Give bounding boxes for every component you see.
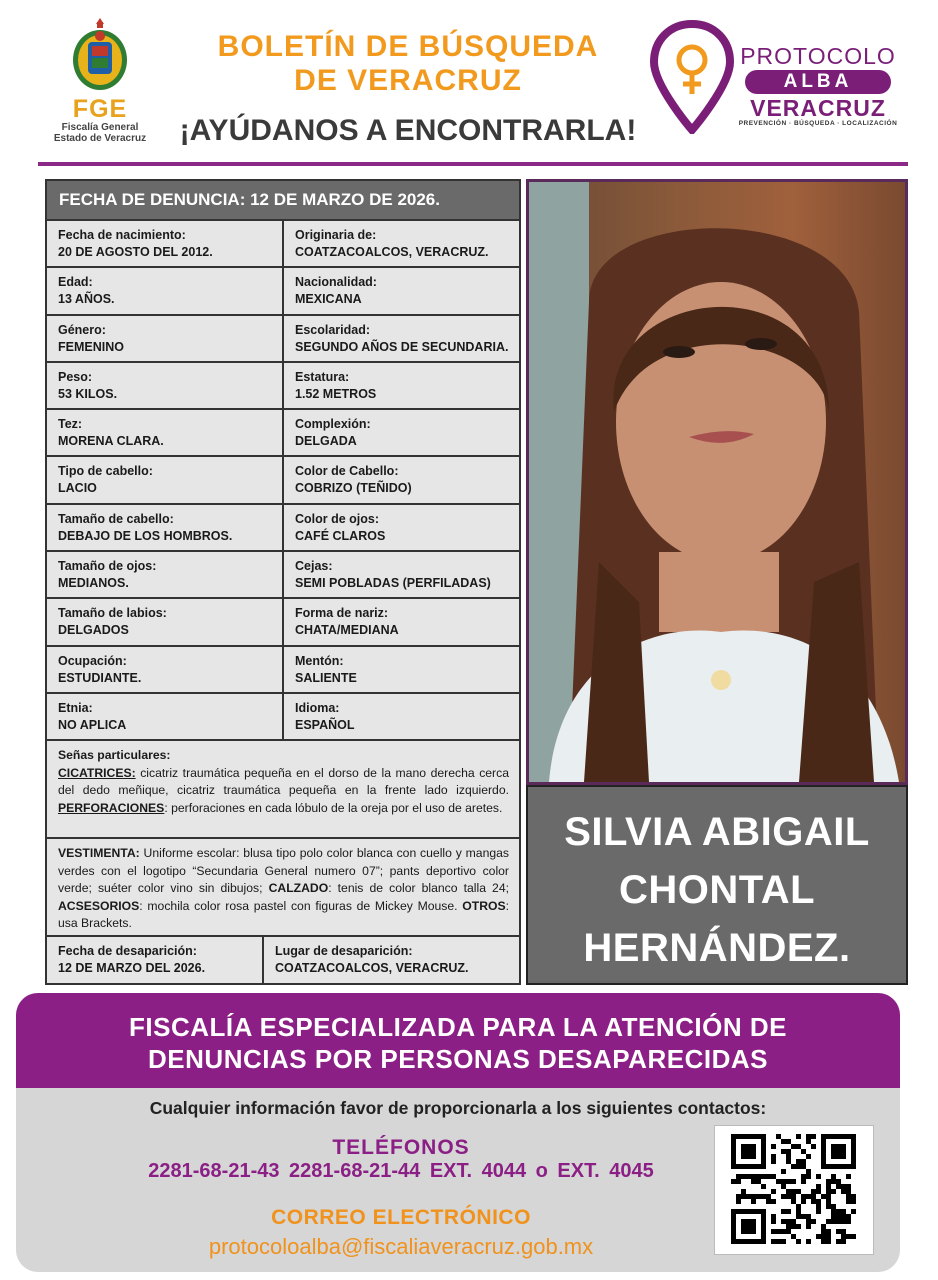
field-value: DELGADA: [295, 434, 357, 449]
field-label: Tamaño de ojos:: [58, 559, 157, 574]
disappearance-row: [47, 937, 519, 984]
disappearance-date-label: Fecha de desaparición:: [58, 944, 197, 959]
field-value: 1.52 METROS: [295, 386, 377, 401]
field-value: SALIENTE: [295, 670, 357, 685]
field-label: Color de Cabello:: [295, 464, 399, 479]
fge-full-name: [48, 122, 152, 144]
data-cell: [284, 694, 519, 739]
data-row: [47, 316, 519, 363]
field-label: Idioma:: [295, 700, 340, 715]
field-label: Nacionalidad:: [295, 275, 377, 290]
field-label: Color de ojos:: [295, 511, 380, 526]
clothing-text-4: : usa Brackets.: [58, 898, 509, 931]
data-row: [47, 221, 519, 268]
disappearance-place-cell: [264, 937, 519, 984]
fiscalia-text: [16, 993, 900, 1075]
name-line1: SILVIA ABIGAIL: [564, 810, 870, 854]
field-value: 13 AÑOS.: [58, 292, 115, 307]
field-value: DEBAJO DE LOS HOMBROS.: [58, 528, 233, 543]
data-cell: [47, 221, 284, 266]
alba-tagline: PREVENCIÓN · BÚSQUEDA · LOCALIZACIÓN: [738, 120, 898, 127]
person-data-table: [45, 179, 521, 985]
other-label: OTROS: [462, 898, 506, 913]
clothing-text-1: Uniforme escolar: blusa tipo polo color blanca con cuello y mangas verdes con el logotipo “Secundaria General numero 07”; pants deportivo color verde; suéter color vino sin dibujos;: [58, 846, 509, 896]
field-value: 53 KILOS.: [58, 386, 118, 401]
field-value: LACIO: [58, 481, 97, 496]
data-cell: [47, 316, 284, 361]
field-label: Tamaño de cabello:: [58, 511, 174, 526]
bulletin-title-line2: DE VERACRUZ: [294, 64, 522, 97]
phone-numbers[interactable]: 2281-68-21-43 2281-68-21-44 EXT. 4044 o EXT. 4045: [148, 1160, 654, 1182]
data-cell: [284, 599, 519, 644]
data-row: [47, 505, 519, 552]
portrait-illustration: [529, 182, 905, 782]
field-label: Tez:: [58, 417, 83, 432]
fge-logo: [48, 16, 152, 151]
data-cell: [47, 694, 284, 739]
data-cell: [284, 410, 519, 455]
data-cell: [284, 505, 519, 550]
field-value: SEMI POBLADAS (PERFILADAS): [295, 576, 491, 591]
data-cell: [284, 363, 519, 408]
fiscalia-line2: DENUNCIAS POR PERSONAS DESAPARECIDAS: [148, 1044, 768, 1074]
data-cell: [284, 221, 519, 266]
field-value: CHATA/MEDIANA: [295, 623, 399, 638]
field-value: MEXICANA: [295, 292, 362, 307]
field-value: FEMENINO: [58, 339, 124, 354]
field-value: NO APLICA: [58, 717, 127, 732]
senas-title: Señas particulares:: [58, 748, 171, 763]
field-label: Género:: [58, 322, 106, 337]
field-label: Tipo de cabello:: [58, 464, 153, 479]
scars-label: CICATRICES:: [58, 765, 136, 780]
report-date: FECHA DE DENUNCIA: 12 DE MARZO DE 2026.: [47, 181, 519, 221]
alba-protocolo-text: PROTOCOLO: [740, 43, 896, 69]
data-cell: [284, 457, 519, 502]
field-value: DELGADOS: [58, 623, 129, 638]
field-label: Fecha de nacimiento:: [58, 228, 186, 242]
fiscalia-banner: [16, 993, 900, 1088]
field-value: MEDIANOS.: [58, 576, 129, 591]
field-value: ESTUDIANTE.: [58, 670, 142, 685]
data-row: [47, 599, 519, 646]
name-line3: HERNÁNDEZ.: [583, 926, 851, 970]
field-label: Peso:: [58, 369, 93, 384]
field-value: CAFÉ CLAROS: [295, 528, 386, 543]
data-row: [47, 552, 519, 599]
disappearance-date-cell: [47, 937, 264, 984]
fge-name-line1: Fiscalía General: [61, 122, 139, 133]
field-label: Estatura:: [295, 369, 350, 384]
field-label: Ocupación:: [58, 653, 127, 668]
field-value: COBRIZO (TEÑIDO): [295, 481, 412, 496]
missing-person-photo: [526, 179, 908, 785]
data-cell: [284, 316, 519, 361]
data-cell: [47, 268, 284, 313]
bulletin-title-line1: BOLETÍN DE BÚSQUEDA: [217, 30, 599, 63]
fge-acronym: FGE: [72, 95, 128, 123]
data-row: [47, 410, 519, 457]
data-cell: [47, 410, 284, 455]
name-line2: CHONTAL: [618, 868, 816, 912]
data-cell: [47, 599, 284, 644]
phones-title: TELÉFONOS: [332, 1136, 470, 1159]
clothing-label: VESTIMENTA:: [58, 846, 140, 861]
alba-location-pin-icon: [650, 20, 734, 134]
accessories-label: ACSESORIOS: [58, 898, 140, 913]
clothing-text-2: : tenis de color blanco talla 24;: [328, 881, 509, 896]
field-value: SEGUNDO AÑOS DE SECUNDARIA.: [295, 339, 509, 354]
piercings-label: PERFORACIONES: [58, 800, 165, 815]
field-label: Forma de nariz:: [295, 606, 389, 621]
contact-instructions: Cualquier información favor de proporcionarla a los siguientes contactos:: [149, 1098, 767, 1118]
data-row: [47, 694, 519, 741]
field-label: Originaria de:: [295, 228, 377, 242]
email-title: CORREO ELECTRÓNICO: [271, 1206, 531, 1229]
data-cell: [284, 647, 519, 692]
disappearance-place-label: Lugar de desaparición:: [275, 944, 413, 959]
data-row: [47, 647, 519, 694]
distinguishing-marks: [47, 741, 519, 839]
disappearance-place-value: COATZACOALCOS, VERACRUZ.: [275, 961, 469, 976]
data-cell: [284, 552, 519, 597]
qr-code-icon[interactable]: [714, 1125, 874, 1255]
data-cell: [47, 457, 284, 502]
data-row: [47, 457, 519, 504]
clothing-description: [47, 839, 519, 937]
field-value: MORENA CLARA.: [58, 434, 164, 449]
field-label: Edad:: [58, 275, 93, 290]
disappearance-date-value: 12 DE MARZO DEL 2026.: [58, 961, 206, 976]
field-label: Etnia:: [58, 700, 93, 715]
data-cell: [284, 268, 519, 313]
alba-veracruz-text: VERACRUZ: [750, 95, 886, 121]
data-cell: [47, 552, 284, 597]
field-label: Cejas:: [295, 559, 333, 574]
email-address[interactable]: protocoloalba@fiscaliaveracruz.gob.mx: [208, 1234, 594, 1259]
field-label: Mentón:: [295, 653, 344, 668]
data-cell: [47, 505, 284, 550]
alba-badge-text: ALBA: [783, 71, 853, 92]
data-rows: [47, 221, 519, 741]
field-label: Escolaridad:: [295, 322, 371, 337]
clothing-text-3: : mochila color rosa pastel con figuras de Mickey Mouse.: [139, 898, 463, 913]
data-cell: [47, 647, 284, 692]
data-row: [47, 363, 519, 410]
field-value: ESPAÑOL: [295, 717, 355, 732]
alba-badge: [745, 70, 891, 94]
field-value: 20 DE AGOSTO DEL 2012.: [58, 245, 213, 259]
protocolo-alba-logo: [738, 44, 898, 127]
data-cell: [47, 363, 284, 408]
fiscalia-line1: FISCALÍA ESPECIALIZADA PARA LA ATENCIÓN DE: [129, 1012, 787, 1042]
data-row: [47, 268, 519, 315]
footwear-label: CALZADO: [268, 881, 329, 896]
fge-name-line2: Estado de Veracruz: [53, 133, 147, 144]
field-label: Tamaño de labios:: [58, 606, 167, 621]
field-value: COATZACOALCOS, VERACRUZ.: [295, 245, 489, 259]
piercings-text: : perforaciones en cada lóbulo de la oreja por el uso de aretes.: [164, 800, 503, 815]
header-divider: [38, 162, 908, 166]
bulletin-subtitle: ¡AYÚDANOS A ENCONTRARLA!: [179, 114, 637, 147]
veracruz-coat-of-arms-icon: [68, 16, 132, 94]
scars-text: cicatriz traumática pequeña en el dorso de la mano derecha cerca del dedo meñique, cicatriz traumática pequeña en la frente lado izquierdo.: [58, 765, 509, 798]
person-name-box: [526, 785, 908, 985]
field-label: Complexión:: [295, 417, 371, 432]
